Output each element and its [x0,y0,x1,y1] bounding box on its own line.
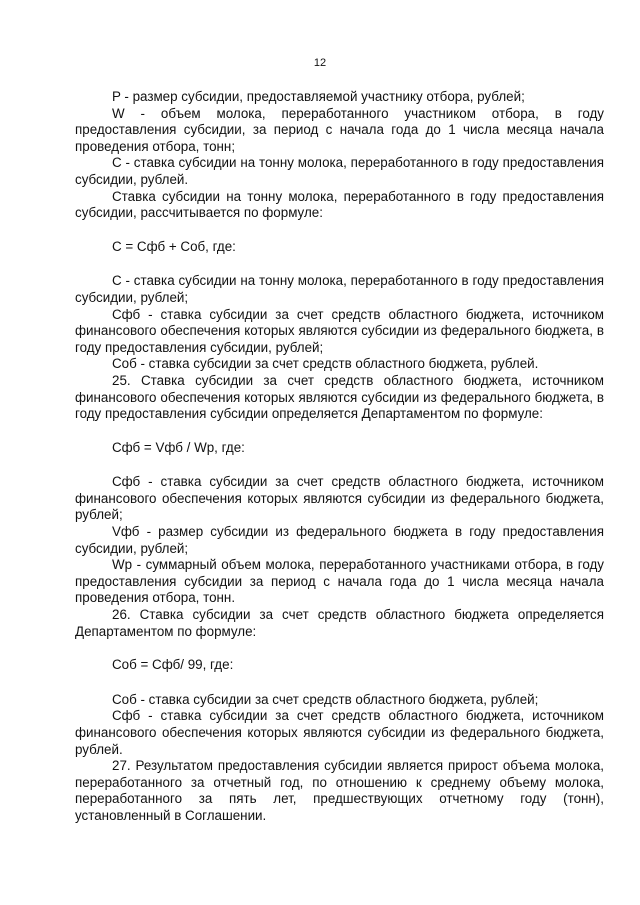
rate-intro: Ставка субсидии на тонну молока, переработанного в году предоставления субсидии, рассчитывается по формуле: [75,188,604,221]
definition-c: C - ставка субсидии на тонну молока, переработанного в году предоставления субсидии, рублей. [75,155,604,187]
definition-w: W - объем молока, переработанного участником отбора, в году предоставления субсидии, за период с начала года до 1 числа месяца начала проведения отбора, тонн; [75,105,604,154]
definition-vfb: Vфб - размер субсидии из федерального бюджета в году предоставления субсидии, рублей; [75,524,604,556]
formula-c: C = Cфб + Cоб, где: [112,238,236,254]
document-body [75,89,604,825]
clause-25: 25. Ставка субсидии за счет средств областного бюджета, источником финансового обеспечения которых являются субсидии из федерального бюджета, в году предоставления субсидии определяется Департаментом по формуле: [75,372,604,422]
formula-cob: Cоб = Cфб/ 99, где: [112,657,234,673]
clause-27: 27. Результатом предоставления субсидии является прирост объема молока, переработанного за отчетный год, по отношению к среднему объему молока, переработанного за пять лет, предшествующих отчетному году (тонн), установленный в Соглашении. [75,758,604,823]
definition-cfb: Cфб - ставка субсидии за счет средств областного бюджета, источником финансового обеспечения которых являются субсидии из федерального бюджета, в году предоставления субсидии, рублей; [75,306,604,355]
definition-c-2: C - ставка субсидии на тонну молока, переработанного в году предоставления субсидии, рублей; [75,273,604,305]
formula-cfb: Cфб = Vфб / Wp, где: [112,439,245,455]
definition-wp: Wp - суммарный объем молока, переработанного участниками отбора, в году предоставления субсидии за период с начала года до 1 числа месяца начала проведения отбора, тонн. [75,557,604,606]
definition-cob: Cоб - ставка субсидии за счет средств областного бюджета, рублей. [112,356,539,372]
definition-cfb-3: Cфб - ставка субсидии за счет средств областного бюджета, источником финансового обеспечения которых являются субсидии из федерального бюджета, рублей. [75,708,604,757]
definition-cfb-2: Cфб - ставка субсидии за счет средств областного бюджета, источником финансового обеспечения которых являются субсидии из федерального бюджета, рублей; [75,474,604,523]
page-number: 12 [313,57,327,69]
definition-cob-2: Cоб - ставка субсидии за счет средств областного бюджета, рублей; [112,691,539,707]
definition-p: P - размер субсидии, предоставляемой участнику отбора, рублей; [112,89,525,104]
clause-26: 26. Ставка субсидии за счет средств областного бюджета определяется Департаментом по формуле: [75,607,604,639]
